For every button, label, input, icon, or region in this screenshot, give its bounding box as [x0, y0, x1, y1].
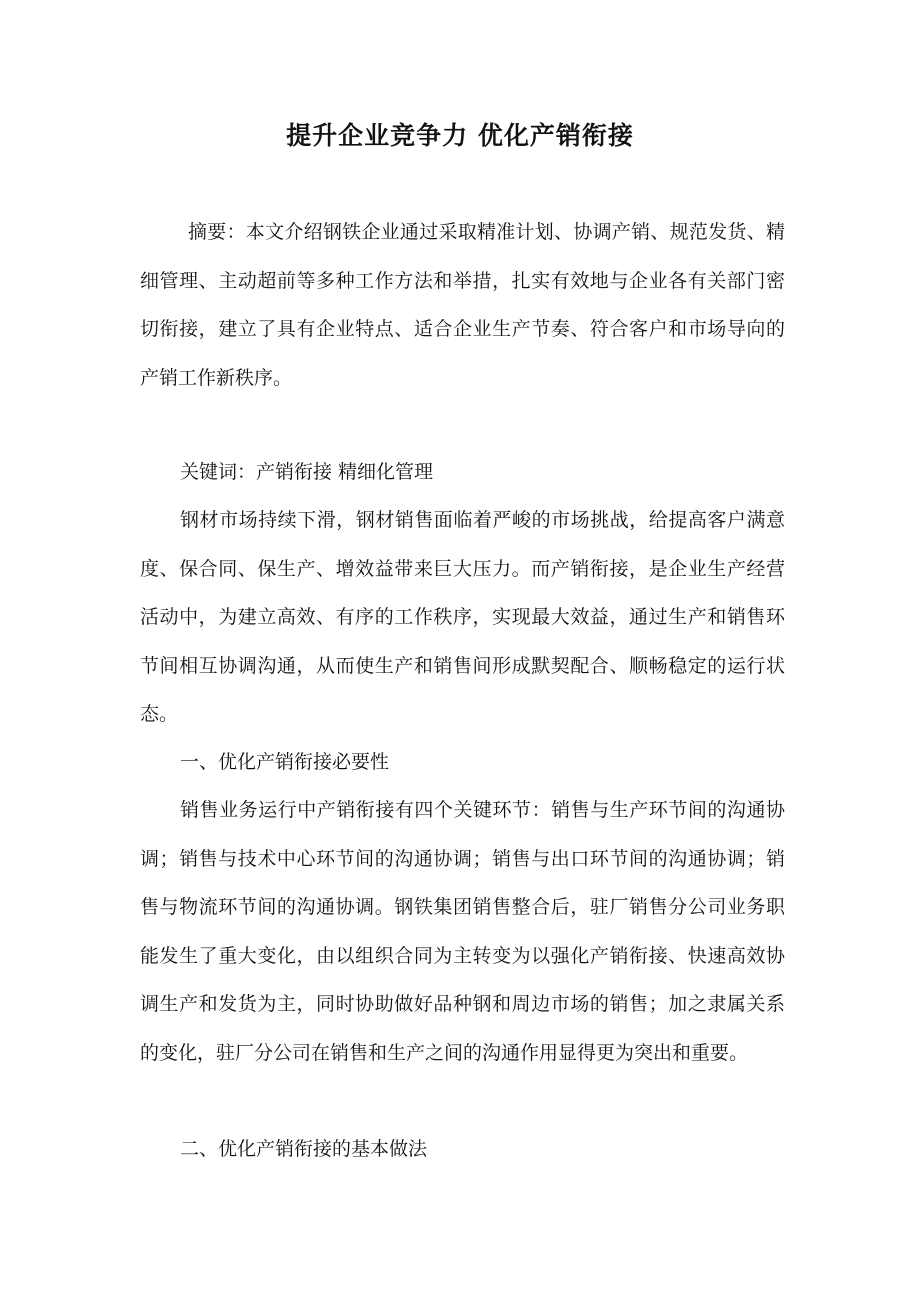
abstract-paragraph: 摘要：本文介绍钢铁企业通过采取精准计划、协调产销、规范发货、精细管理、主动超前等多种工作方法和举措，扎实有效地与企业各有关部门密切衔接，建立了具有企业特点、适合企业生产节奏、符合客户和市场导向的产销工作新秩序。	[140, 221, 785, 389]
section-heading-1: 一、优化产销衔接必要性	[180, 751, 390, 773]
keywords-line: 关键词：产销衔接 精细化管理	[180, 461, 434, 483]
section-heading-2: 二、优化产销衔接的基本做法	[180, 1138, 428, 1160]
body-paragraph-1: 钢材市场持续下滑，钢材销售面临着严峻的市场挑战，给提高客户满意度、保合同、保生产、增效益带来巨大压力。而产销衔接，是企业生产经营活动中，为建立高效、有序的工作秩序，实现最大效益，通过生产和销售环节间相互协调沟通，从而使生产和销售间形成默契配合、顺畅稳定的运行状态。	[140, 509, 785, 725]
document-title: 提升企业竞争力 优化产销衔接	[286, 121, 634, 150]
body-paragraph-2: 销售业务运行中产销衔接有四个关键环节：销售与生产环节间的沟通协调；销售与技术中心环节间的沟通协调；销售与出口环节间的沟通协调；销售与物流环节间的沟通协调。钢铁集团销售整合后，驻厂销售分公司业务职能发生了重大变化，由以组织合同为主转变为以强化产销衔接、快速高效协调生产和发货为主，同时协助做好品种钢和周边市场的销售；加之隶属关系的变化，驻厂分公司在销售和生产之间的沟通作用显得更为突出和重要。	[140, 799, 785, 1064]
